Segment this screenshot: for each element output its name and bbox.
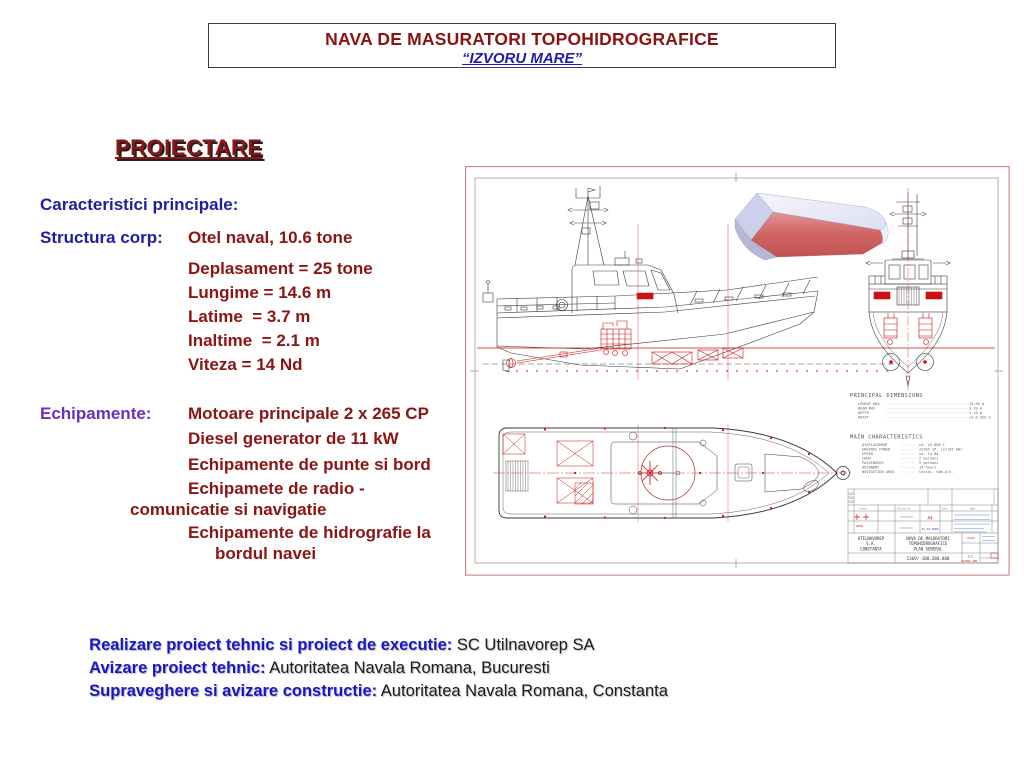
svg-text:2x265 CP, (2x195 KW): 2x265 CP, (2x195 KW) xyxy=(919,447,963,452)
svg-text:ca. 14 Nd: ca. 14 Nd xyxy=(919,452,939,456)
svg-text:CONSTANTA: CONSTANTA xyxy=(860,546,882,552)
svg-text:3.70 m: 3.70 m xyxy=(969,406,982,411)
dimension-line: Lungime = 14.6 m xyxy=(188,283,332,302)
svg-text:DEPTH: DEPTH xyxy=(858,411,869,415)
credit-value: Autoritatea Navala Romana, Bucuresti xyxy=(265,659,550,677)
equipment-line: Echipamente de punte si bord xyxy=(188,455,431,474)
svg-text:2 persons: 2 persons xyxy=(919,456,939,461)
svg-text:NAVIGATION AREA: NAVIGATION AREA xyxy=(862,470,895,474)
svg-text:SPEED: SPEED xyxy=(862,452,873,456)
credit-value: Autoritatea Navala Romana, Constanta xyxy=(377,682,668,700)
svg-text:Litera: Litera xyxy=(859,507,867,511)
svg-text:Nume: Nume xyxy=(970,507,976,511)
equipment-line: comunicatie si navigatie xyxy=(130,500,327,519)
structura-value: Otel naval, 10.6 tone xyxy=(188,228,353,247)
caracteristici-heading: Caracteristici principale: xyxy=(40,195,239,214)
svg-text:PLAN GENERAL: PLAN GENERAL xyxy=(913,546,943,552)
credit-label: Realizare proiect tehnic si proiect de executie: xyxy=(89,636,453,654)
svg-text:DISPLACEMENT: DISPLACEMENT xyxy=(862,443,888,447)
svg-text:PASSENGERS: PASSENGERS xyxy=(862,461,884,465)
credit-label: Avizare proiect tehnic: xyxy=(89,659,266,677)
ship-general-plan-drawing xyxy=(465,166,1010,576)
sheet-number: 1/1 xyxy=(967,554,973,559)
svg-text:DRAFT: DRAFT xyxy=(858,415,869,420)
section-heading: PROIECTARE xyxy=(115,135,263,160)
svg-text:9 persons: 9 persons xyxy=(919,461,939,465)
dimension-line: Latime = 3.7 m xyxy=(188,307,311,326)
format-cell: A4 xyxy=(927,515,933,521)
equipment-line: Diesel generator de 11 kW xyxy=(188,429,399,448)
technical-drawing xyxy=(465,166,1010,576)
svg-text:NAVA DE MASURATORI: NAVA DE MASURATORI xyxy=(906,536,950,541)
svg-text:LENGHT MAX: LENGHT MAX xyxy=(858,402,880,406)
credit-label: Supraveghere si avizare constructie: xyxy=(89,682,378,700)
dimension-line: Viteza = 14 Nd xyxy=(188,355,303,374)
svg-text:CREW: CREW xyxy=(862,456,871,461)
main-characteristics-heading: MAIN CHARACTERISTICS xyxy=(850,434,923,441)
svg-text:UTILNAVOREP: UTILNAVOREP xyxy=(857,536,885,541)
svg-text:AUTONOMY: AUTONOMY xyxy=(862,465,880,470)
date-cell: 01.10.2009 xyxy=(921,527,939,531)
drawing-number: 1369/-100.280.800 xyxy=(906,556,950,561)
svg-text:Costal, 50m-Alt.: Costal, 50m-Alt. xyxy=(919,470,954,474)
equipment-line: Echipamete de radio - xyxy=(188,479,365,498)
svg-text:ENGINES POWER: ENGINES POWER xyxy=(862,447,891,452)
svg-text:Revizuirea: Revizuirea xyxy=(897,507,911,511)
svg-text:Data: Data xyxy=(942,507,948,511)
credit-line xyxy=(80,663,668,701)
echipamente-label: Echipamente: xyxy=(40,404,152,423)
slide-title-box xyxy=(208,23,836,68)
svg-text:14.60 m: 14.60 m xyxy=(969,402,985,406)
principal-dimensions-heading: PRINCIPAL DIMENSIONS xyxy=(850,393,923,399)
svg-text:ca.0.925 m: ca.0.925 m xyxy=(969,415,991,420)
slide-title-line2: “IZVORU MARE” xyxy=(462,50,582,67)
svg-text:ca. 25,000 t: ca. 25,000 t xyxy=(919,443,945,447)
svg-text:TOPOHIDROGRAFICE: TOPOHIDROGRAFICE xyxy=(908,541,948,546)
equipment-line: Echipamente de hidrografie la xyxy=(188,523,431,542)
svg-text:15 hours: 15 hours xyxy=(919,465,937,470)
svg-text:BEAM MAX: BEAM MAX xyxy=(858,406,876,411)
equipment-line: bordul navei xyxy=(215,544,317,563)
structura-label: Structura corp: xyxy=(40,228,163,247)
dimension-line: Deplasament = 25 tone xyxy=(188,259,373,278)
credit-value: SC Utilnavorep SA xyxy=(452,636,595,654)
sheet-label: PLANSA GEN. xyxy=(961,560,979,563)
svg-text:S.A.: S.A. xyxy=(866,541,876,546)
slide-title-line1: NAVA DE MASURATORI TOPOHIDROGRAFICE xyxy=(325,29,719,49)
equipment-line: Motoare principale 2 x 265 CP xyxy=(188,404,429,423)
svg-text:2.10 m: 2.10 m xyxy=(969,411,982,415)
dimension-line: Inaltime = 2.1 m xyxy=(188,331,320,350)
